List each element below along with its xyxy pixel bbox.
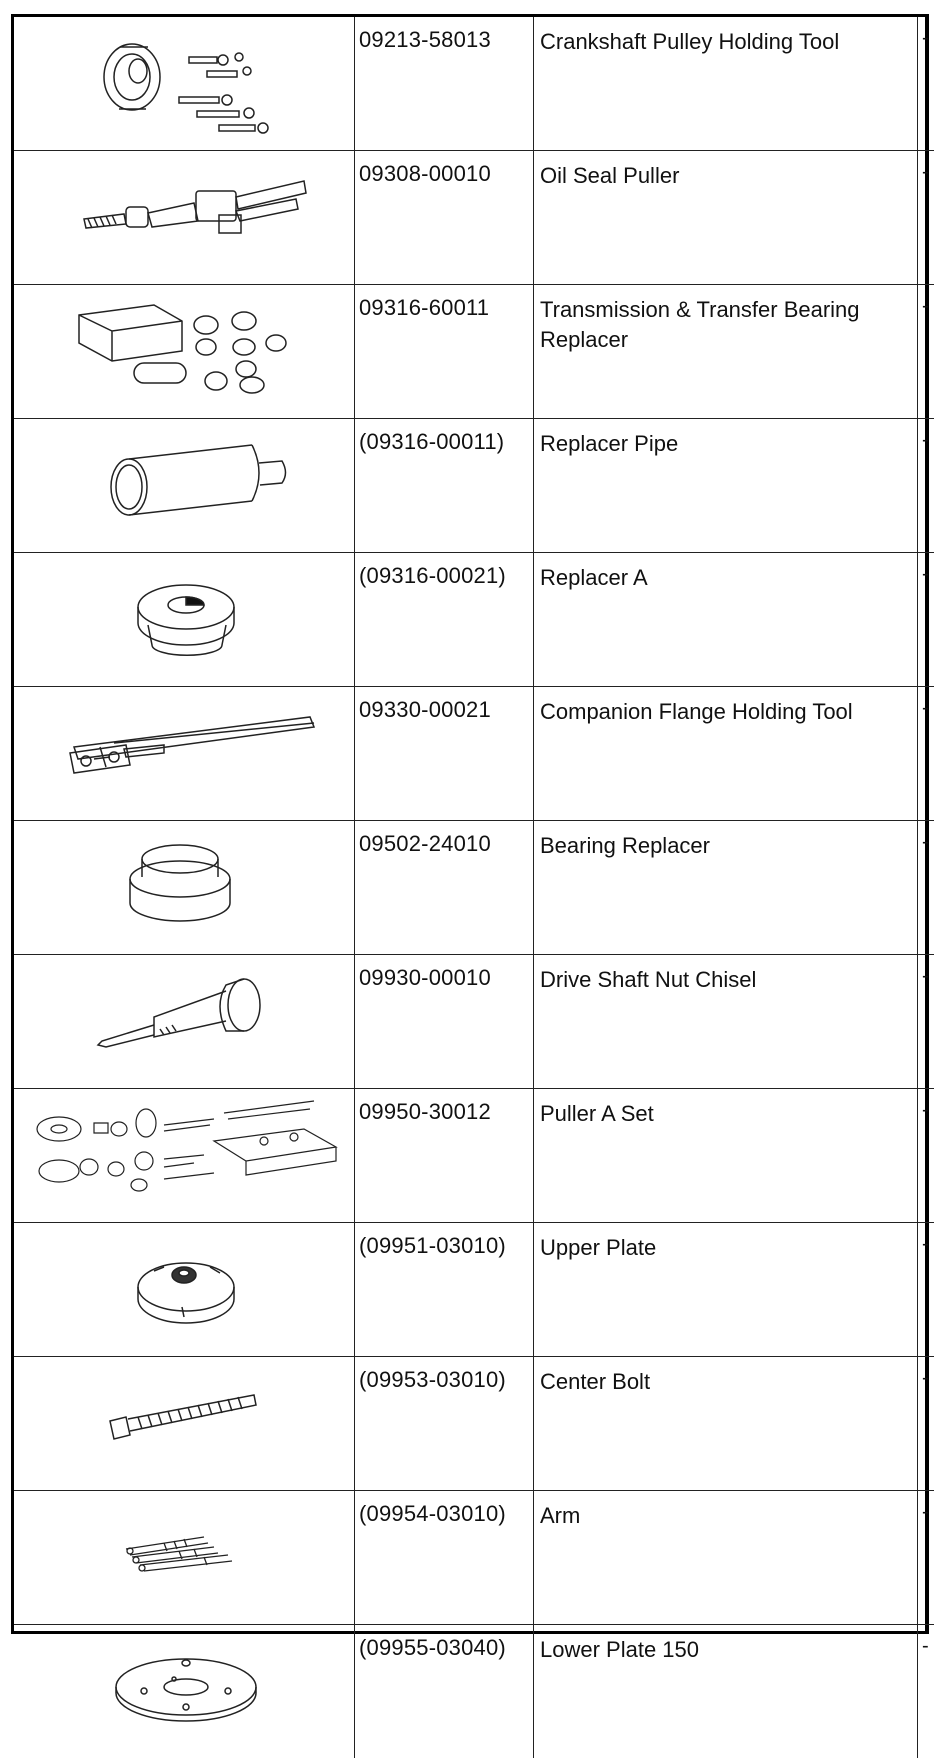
puller-a-set-icon [14, 1089, 354, 1212]
table-row [14, 1491, 934, 1625]
part-number: 09930-00010 [359, 965, 533, 991]
table-row [14, 1625, 934, 1758]
part-number: 09316-60011 [359, 295, 533, 321]
note-cell: - [922, 965, 929, 987]
note-cell: - [922, 1367, 929, 1389]
tool-name: Replacer Pipe [540, 431, 678, 456]
bearing-replacer-icon [14, 821, 354, 944]
note-cell: - [922, 1233, 929, 1255]
tool-name: Upper Plate [540, 1235, 656, 1260]
table-row [14, 821, 934, 955]
table-row [14, 285, 934, 419]
part-number: (09953-03010) [359, 1367, 533, 1393]
note-cell: - [922, 563, 929, 585]
part-number: 09950-30012 [359, 1099, 533, 1125]
drive-shaft-nut-chisel-icon [14, 955, 354, 1078]
table-row [14, 955, 934, 1089]
tool-name: Bearing Replacer [540, 833, 710, 858]
tool-name: Center Bolt [540, 1369, 650, 1394]
tool-name: Drive Shaft Nut Chisel [540, 967, 756, 992]
table-row [14, 687, 934, 821]
note-cell: - [922, 161, 929, 183]
bearing-replacer-set-icon [14, 285, 354, 408]
tool-name: Replacer A [540, 565, 648, 590]
part-number: (09951-03010) [359, 1233, 533, 1259]
table-row [14, 419, 934, 553]
part-number: (09954-03010) [359, 1501, 533, 1527]
part-number: 09308-00010 [359, 161, 533, 187]
note-cell: - [922, 1099, 929, 1121]
part-number: 09330-00021 [359, 697, 533, 723]
tool-name: Arm [540, 1503, 580, 1528]
crankshaft-pulley-holding-tool-icon [14, 17, 354, 140]
upper-plate-icon [14, 1223, 354, 1346]
tool-name: Transmission & Transfer Bearing Replacer [540, 297, 860, 352]
part-number: (09316-00011) [359, 429, 533, 455]
table-row [14, 1089, 934, 1223]
tool-name: Companion Flange Holding Tool [540, 699, 853, 724]
note-cell: - [922, 697, 929, 719]
tool-name: Oil Seal Puller [540, 163, 679, 188]
note-cell: - [922, 429, 929, 451]
table-row [14, 553, 934, 687]
lower-plate-icon [14, 1625, 354, 1748]
table-row [14, 1357, 934, 1491]
table-row [14, 151, 934, 285]
note-cell: - [922, 1501, 929, 1523]
tool-name: Lower Plate 150 [540, 1637, 699, 1662]
part-number: (09316-00021) [359, 563, 533, 589]
note-cell: - [922, 831, 929, 853]
companion-flange-holding-tool-icon [14, 687, 354, 810]
oil-seal-puller-icon [14, 151, 354, 274]
arm-icon [14, 1491, 354, 1614]
center-bolt-icon [14, 1357, 354, 1480]
part-number: 09502-24010 [359, 831, 533, 857]
tool-name: Crankshaft Pulley Holding Tool [540, 29, 839, 54]
tool-name: Puller A Set [540, 1101, 654, 1126]
replacer-pipe-icon [14, 419, 354, 542]
note-cell: - [922, 1635, 929, 1657]
part-number: 09213-58013 [359, 27, 533, 53]
replacer-a-icon [14, 553, 354, 676]
special-tools-table [14, 17, 934, 1758]
note-cell: - [922, 295, 929, 317]
part-number: (09955-03040) [359, 1635, 533, 1661]
special-tools-table-frame [11, 14, 929, 1634]
table-row [14, 17, 934, 151]
table-row [14, 1223, 934, 1357]
note-cell: - [922, 27, 929, 49]
